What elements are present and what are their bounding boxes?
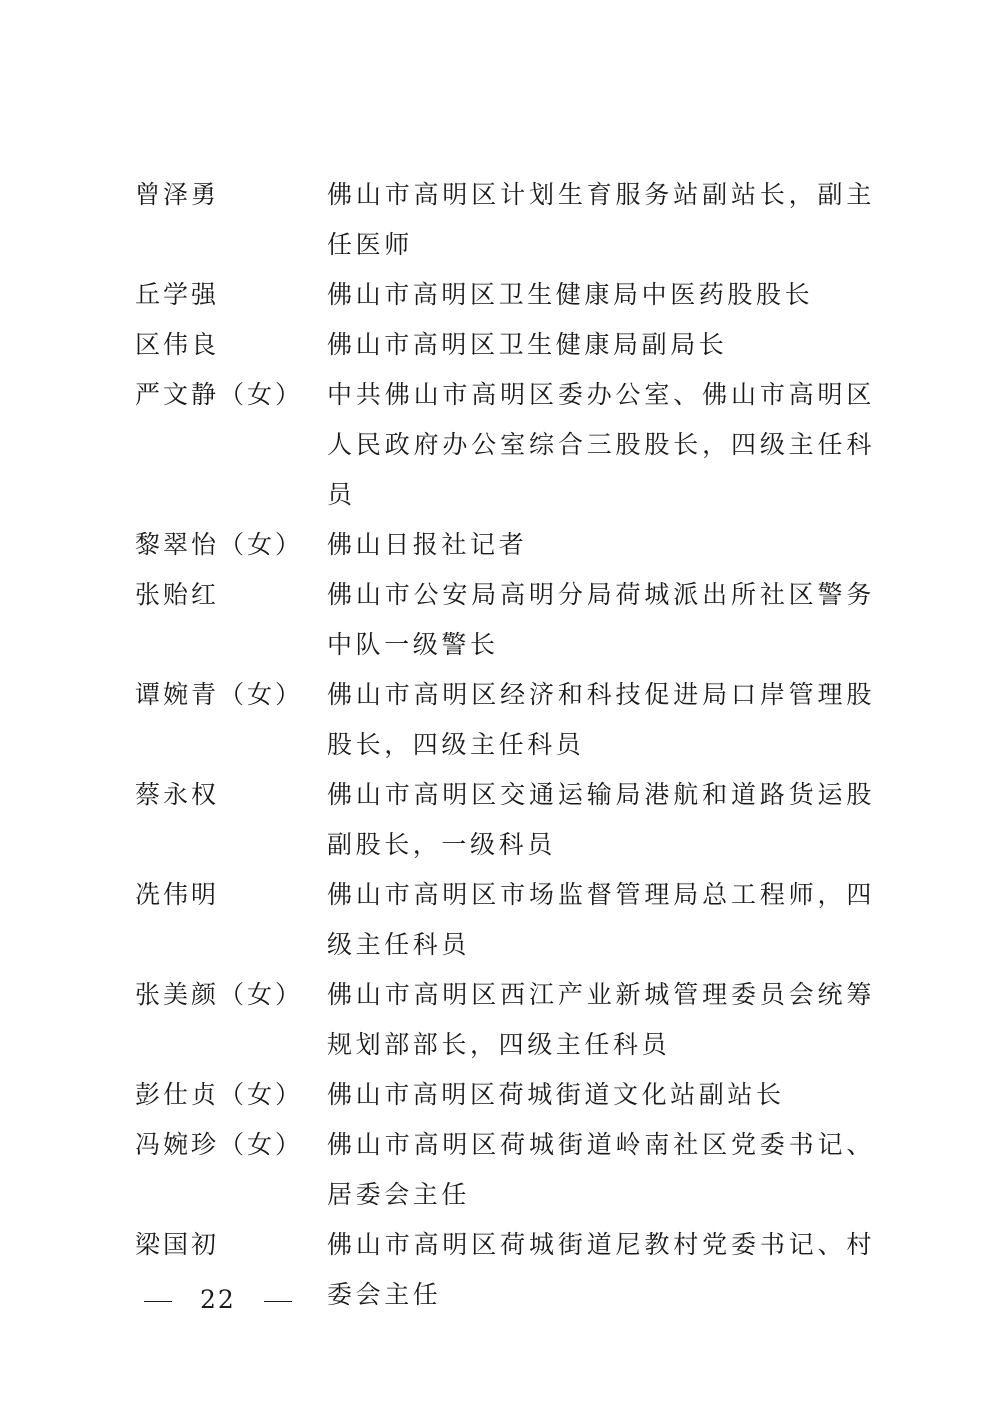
footer-dash-right — [264, 1301, 292, 1302]
person-name: 黎翠怡（女） — [135, 530, 304, 559]
list-item — [135, 970, 880, 1070]
list-item — [135, 670, 880, 770]
list-item — [135, 870, 880, 970]
list-item — [135, 270, 880, 320]
person-name: 彭仕贞（女） — [135, 1080, 304, 1109]
person-title: 佛山市高明区荷城街道尼教村党委书记、村委会主任 — [327, 1230, 875, 1309]
person-name: 区伟良 — [135, 330, 220, 359]
page-number: 22 — [199, 1285, 236, 1314]
footer-dash-left — [144, 1301, 172, 1302]
person-title: 佛山市高明区荷城街道岭南社区党委书记、居委会主任 — [327, 1130, 875, 1209]
person-name: 蔡永权 — [135, 780, 220, 809]
person-name: 谭婉青（女） — [135, 680, 304, 709]
person-name: 张贻红 — [135, 580, 220, 609]
personnel-list — [135, 170, 880, 1320]
person-name: 梁国初 — [135, 1230, 220, 1259]
list-item — [135, 520, 880, 570]
list-item — [135, 570, 880, 670]
person-title: 佛山市高明区卫生健康局中医药股股长 — [327, 280, 814, 309]
person-title: 佛山日报社记者 — [327, 530, 528, 559]
person-title: 中共佛山市高明区委办公室、佛山市高明区人民政府办公室综合三股股长，四级主任科员 — [327, 380, 875, 509]
person-title: 佛山市公安局高明分局荷城派出所社区警务中队一级警长 — [327, 580, 875, 659]
person-title: 佛山市高明区卫生健康局副局长 — [327, 330, 728, 359]
person-title: 佛山市高明区市场监督管理局总工程师，四级主任科员 — [327, 880, 875, 959]
list-item — [135, 1070, 880, 1120]
person-name: 严文静（女） — [135, 380, 304, 409]
person-name: 冯婉珍（女） — [135, 1130, 304, 1159]
person-title: 佛山市高明区计划生育服务站副站长，副主任医师 — [327, 180, 875, 259]
list-item — [135, 1120, 880, 1220]
list-item — [135, 770, 880, 870]
person-title: 佛山市高明区西江产业新城管理委员会统筹规划部部长，四级主任科员 — [327, 980, 875, 1059]
list-item — [135, 320, 880, 370]
person-name: 冼伟明 — [135, 880, 220, 909]
person-title: 佛山市高明区交通运输局港航和道路货运股副股长，一级科员 — [327, 780, 875, 859]
person-title: 佛山市高明区荷城街道文化站副站长 — [327, 1080, 785, 1109]
list-item — [135, 370, 880, 520]
person-title: 佛山市高明区经济和科技促进局口岸管理股股长，四级主任科员 — [327, 680, 875, 759]
page-footer — [140, 1280, 296, 1320]
person-name: 曾泽勇 — [135, 180, 220, 209]
person-name: 张美颜（女） — [135, 980, 304, 1009]
list-item — [135, 170, 880, 270]
person-name: 丘学强 — [135, 280, 220, 309]
